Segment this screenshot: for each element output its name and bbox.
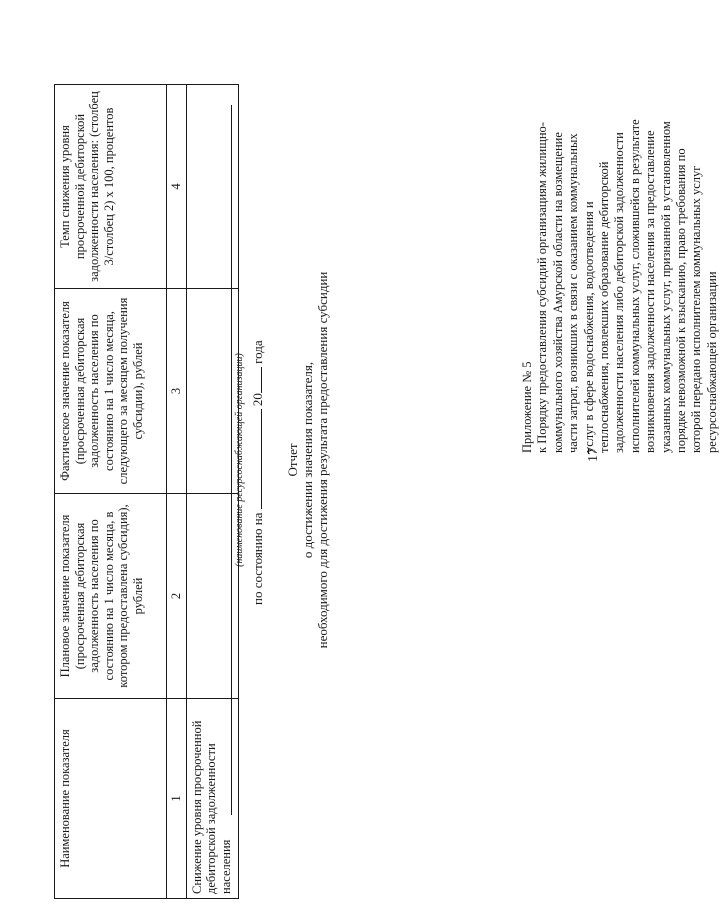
appendix-line: порядке невозможной к взысканию, право требования по: [674, 148, 689, 453]
header-planned-value: Плановое значение показателя (просроченная дебиторская задолженность населения по состоянию на 1 число месяца, в котором предоставлена субсидия), рублей: [55, 494, 167, 699]
appendix-line: возникновения задолженности населения за предоставление: [643, 130, 658, 453]
header-indicator-name: Наименование показателя: [55, 699, 167, 899]
report-title: Отчет: [285, 443, 300, 477]
column-number-row: [167, 85, 187, 899]
report-title-block: [285, 245, 330, 675]
date-suffix: года: [250, 340, 265, 364]
date-blank: [250, 409, 262, 509]
header-actual-value: Фактическое значение показателя (просроченная дебиторская задолженность населения по состоянию на 1 число месяца, следующего за месяцем получения субсидии), рублей: [55, 289, 167, 494]
appendix-line: теплоснабжения, повлекших образование дебиторской: [597, 161, 612, 453]
actual-value-cell: [186, 289, 238, 494]
header-reduction-rate: Темп снижения уровня просроченной дебиторской задолженности населения: (столбец 3/столбец 2) x 100, процентов: [55, 85, 167, 289]
appendix-line: исполнителей коммунальных услуг, сложившейся в результате: [627, 119, 642, 453]
planned-value-cell: [186, 494, 238, 699]
organization-caption: (наименование ресурсоснабжающей организации): [234, 353, 245, 567]
table-row: [186, 85, 238, 899]
indicator-name-cell: Снижение уровня просроченной дебиторской задолженности населения: [186, 699, 238, 899]
appendix-line: коммунального хозяйства Амурской области на возмещение: [550, 132, 565, 453]
report-subtitle: о достижении значения показателя,: [300, 361, 315, 559]
appendix-line: к Порядку предоставления субсидий организациям жилищно-: [535, 122, 550, 453]
appendix-line: которой передано исполнителем коммунальных услуг: [689, 165, 704, 453]
column-number: 2: [167, 494, 187, 699]
appendix-line: ресурсоснабжающей организации: [704, 271, 719, 453]
report-date-line: [250, 340, 266, 605]
appendix-line: части затрат, возникших в связи с оказанием коммунальных: [566, 133, 581, 453]
reduction-rate-cell: [186, 85, 238, 289]
date-prefix: по состоянию на: [250, 512, 265, 605]
report-subtitle: необходимого для достижения результата предоставления субсидии: [315, 271, 330, 649]
page-number: 17: [586, 448, 601, 462]
date-year-prefix: 20: [250, 393, 265, 407]
column-number: 3: [167, 289, 187, 494]
year-blank: [250, 367, 262, 393]
appendix-line: задолженности населения либо дебиторской задолженности: [612, 132, 627, 453]
appendix-line: Приложение № 5: [520, 361, 534, 453]
appendix-line: указанных коммунальных услуг, признанной в установленном: [658, 121, 673, 453]
column-number: 1: [167, 699, 187, 899]
column-number: 4: [167, 85, 187, 289]
appendix-line: услуг в сфере водоснабжения, водоотведения и: [581, 201, 596, 453]
appendix-heading: [520, 58, 720, 453]
table-header-row: [55, 85, 167, 899]
indicator-table: [54, 84, 239, 899]
